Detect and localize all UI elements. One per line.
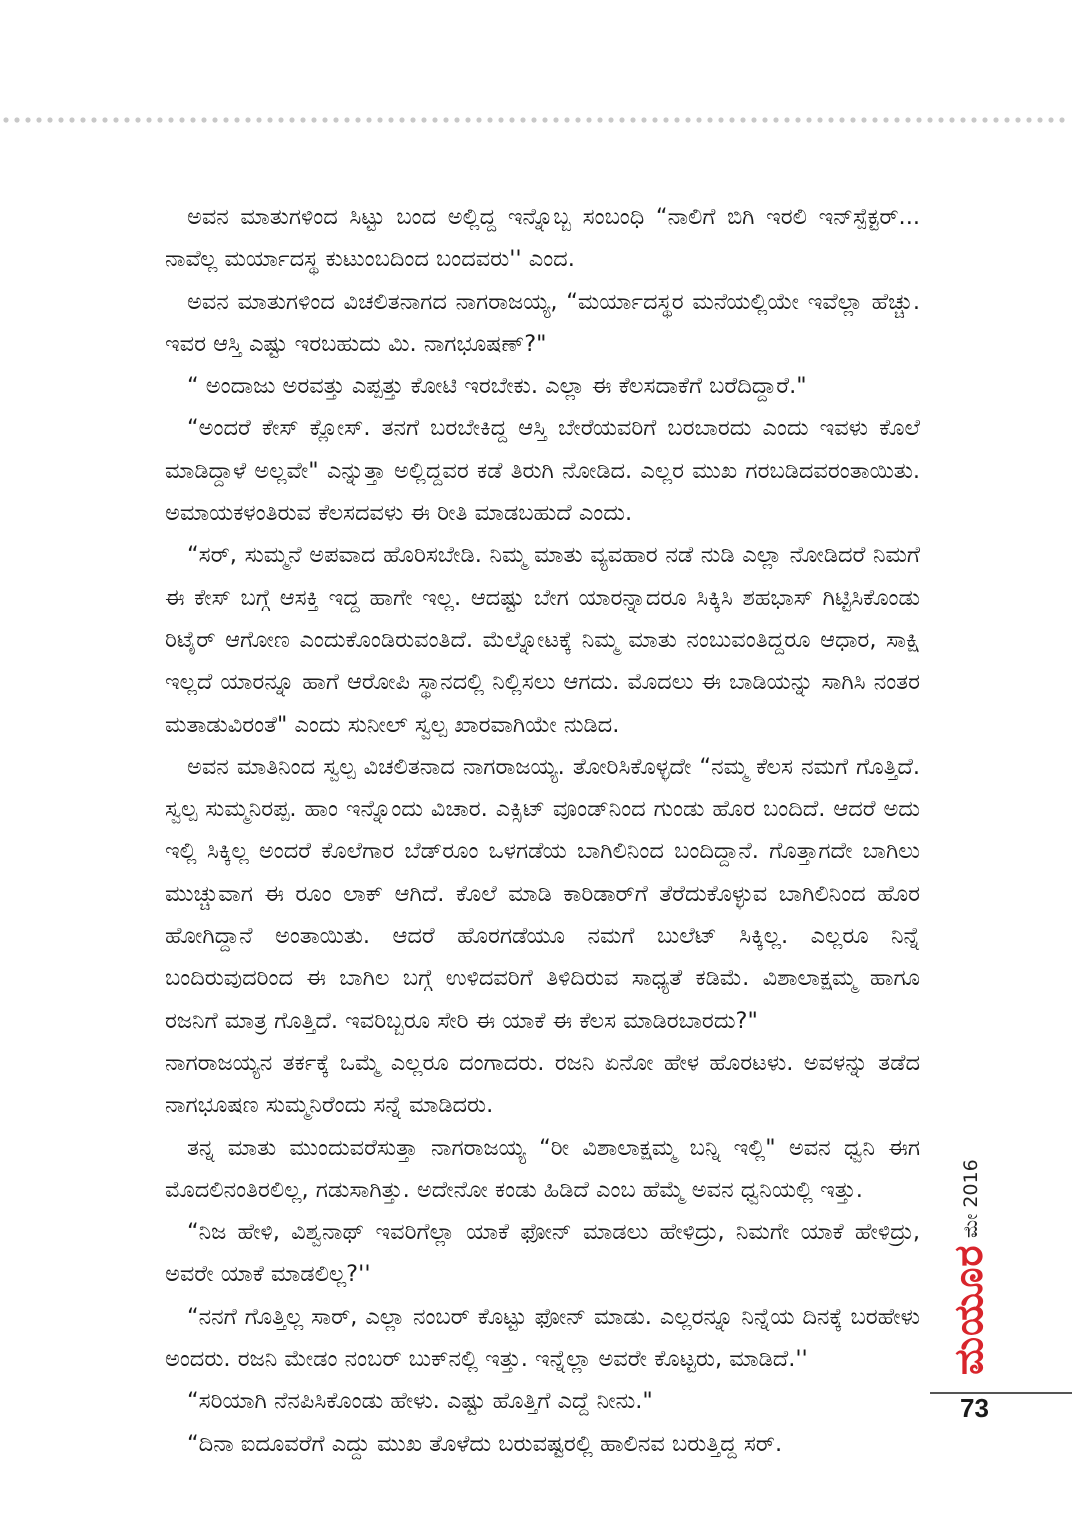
paragraph: ತನ್ನ ಮಾತು ಮುಂದುವರೆಸುತ್ತಾ ನಾಗರಾಜಯ್ಯ “ರೀ ವಿಶಾಲಾಕ್ಷಮ್ಮ ಬನ್ನಿ ಇಲ್ಲಿ" ಅವನ ಧ್ವನಿ ಈಗ ಮೊದಲಿನಂತಿರಲಿಲ್ಲ, ಗಡುಸಾಗಿತ್ತು. ಅದೇನೋ ಕಂಡು ಹಿಡಿದೆ ಎಂಬ ಹೆಮ್ಮೆ ಅವನ ಧ್ವನಿಯಲ್ಲಿ ಇತ್ತು. — [165, 1134, 920, 1203]
paragraph: “ಸರಿಯಾಗಿ ನೆನಪಿಸಿಕೊಂಡು ಹೇಳು. ಎಷ್ಟು ಹೊತ್ತಿಗೆ ಎದ್ದೆ ನೀನು." — [187, 1388, 653, 1415]
page-number-rule — [930, 1392, 1072, 1394]
page-number: 73 — [960, 1393, 989, 1423]
article-body — [165, 196, 920, 1465]
paragraph: “ನಿಜ ಹೇಳಿ, ವಿಶ್ವನಾಥ್ ಇವರಿಗೆಲ್ಲಾ ಯಾಕೆ ಫೋನ್ ಮಾಡಲು ಹೇಳಿದ್ರು, ನಿಮಗೇ ಯಾಕೆ ಹೇಳಿದ್ರು, ಅವರೇ ಯಾಕೆ ಮಾಡಲಿಲ್ಲ?'' — [165, 1219, 920, 1288]
paragraph: ಅವನ ಮಾತಿನಿಂದ ಸ್ವಲ್ಪ ವಿಚಲಿತನಾದ ನಾಗರಾಜಯ್ಯ. ತೋರಿಸಿಕೊಳ್ಳದೇ “ನಮ್ಮ ಕೆಲಸ ನಮಗೆ ಗೊತ್ತಿದೆ. ಸ್ವಲ್ಪ ಸುಮ್ಮನಿರಪ್ಪ. ಹಾಂ ಇನ್ನೊಂದು ವಿಚಾರ. ಎಕ್ಸಿಟ್ ವೂಂಡ್‌ನಿಂದ ಗುಂಡು ಹೊರ ಬಂದಿದೆ. ಆದರೆ ಅದು ಇಲ್ಲಿ ಸಿಕ್ಕಿಲ್ಲ ಅಂದರೆ ಕೊಲೆಗಾರ ಬೆಡ್‌ರೂಂ ಒಳಗಡೆಯ ಬಾಗಿಲಿನಿಂದ ಬಂದಿದ್ದಾನೆ. ಗೊತ್ತಾಗದೇ ಬಾಗಿಲು ಮುಚ್ಚುವಾಗ ಈ ರೂಂ ಲಾಕ್ ಆಗಿದೆ. ಕೊಲೆ ಮಾಡಿ ಕಾರಿಡಾರ್‌ಗೆ ತೆರೆದುಕೊಳ್ಳುವ ಬಾಗಿಲಿನಿಂದ ಹೊರ ಹೋಗಿದ್ದಾನೆ ಅಂತಾಯಿತು. ಆದರೆ ಹೊರಗಡೆಯೂ ನಮಗೆ ಬುಲೆಟ್ ಸಿಕ್ಕಿಲ್ಲ. ಎಲ್ಲರೂ ನಿನ್ನೆ ಬಂದಿರುವುದರಿಂದ ಈ ಬಾಗಿಲ ಬಗ್ಗೆ ಉಳಿದವರಿಗೆ ತಿಳಿದಿರುವ ಸಾಧ್ಯತೆ ಕಡಿಮೆ. ವಿಶಾಲಾಕ್ಷಮ್ಮ ಹಾಗೂ ರಜನಿಗೆ ಮಾತ್ರ ಗೊತ್ತಿದೆ. ಇವರಿಬ್ಬರೂ ಸೇರಿ ಈ ಯಾಕೆ ಈ ಕೆಲಸ ಮಾಡಿರಬಾರದು?" — [165, 753, 920, 1034]
paragraph: ನಾಗರಾಜಯ್ಯನ ತರ್ಕಕ್ಕೆ ಒಮ್ಮೆ ಎಲ್ಲರೂ ದಂಗಾದರು. ರಜನಿ ಏನೋ ಹೇಳ ಹೊರಟಳು. ಅವಳನ್ನು ತಡೆದ ನಾಗಭೂಷಣ ಸುಮ್ಮನಿರೆಂದು ಸನ್ನೆ ಮಾಡಿದರು. — [165, 1049, 920, 1119]
paragraph: “ಅಂದರೆ ಕೇಸ್ ಕ್ಲೋಸ್. ತನಗೆ ಬರಬೇಕಿದ್ದ ಆಸ್ತಿ ಬೇರೆಯವರಿಗೆ ಬರಬಾರದು ಎಂದು ಇವಳು ಕೊಲೆ ಮಾಡಿದ್ದಾಳೆ ಅಲ್ಲವೇ" ಎನ್ನುತ್ತಾ ಅಲ್ಲಿದ್ದವರ ಕಡೆ ತಿರುಗಿ ನೋಡಿದ. ಎಲ್ಲರ ಮುಖ ಗರಬಡಿದವರಂತಾಯಿತು. ಅಮಾಯಕಳಂತಿರುವ ಕೆಲಸದವಳು ಈ ರೀತಿ ಮಾಡಬಹುದೆ ಎಂದು. — [165, 415, 920, 527]
magazine-logo: ಮಯೂರ — [946, 1244, 992, 1375]
paragraph: ಅವನ ಮಾತುಗಳಿಂದ ವಿಚಲಿತನಾಗದ ನಾಗರಾಜಯ್ಯ, “ಮರ್ಯಾದಸ್ಥರ ಮನೆಯಲ್ಲಿಯೇ ಇವೆಲ್ಲಾ ಹೆಚ್ಚು. ಇವರ ಆಸ್ತಿ ಎಷ್ಟು ಇರಬಹುದು ಮಿ. ನಾಗಭೂಷಣ್?" — [165, 288, 920, 357]
paragraph: ಅವನ ಮಾತುಗಳಿಂದ ಸಿಟ್ಟು ಬಂದ ಅಲ್ಲಿದ್ದ ಇನ್ನೊಬ್ಬ ಸಂಬಂಧಿ “ನಾಲಿಗೆ ಬಿಗಿ ಇರಲಿ ಇನ್‌ಸ್ಪೆಕ್ಟರ್... ನಾವೆಲ್ಲ ಮರ್ಯಾದಸ್ಥ ಕುಟುಂಬದಿಂದ ಬಂದವರು'' ಎಂದ. — [165, 204, 920, 273]
paragraph: “ ಅಂದಾಜು ಅರವತ್ತು ಎಪ್ಪತ್ತು ಕೋಟಿ ಇರಬೇಕು. ಎಲ್ಲಾ ಈ ಕೆಲಸದಾಕೆಗೆ ಬರೆದಿದ್ದಾರೆ." — [187, 373, 807, 400]
dotted-rule — [0, 114, 1072, 126]
paragraph: “ದಿನಾ ಐದೂವರೆಗೆ ಎದ್ದು ಮುಖ ತೊಳೆದು ಬರುವಷ್ಟರಲ್ಲಿ ಹಾಲಿನವ ಬರುತ್ತಿದ್ದ ಸರ್. — [187, 1430, 783, 1457]
paragraph: “ನನಗೆ ಗೊತ್ತಿಲ್ಲ ಸಾರ್, ಎಲ್ಲಾ ನಂಬರ್ ಕೊಟ್ಟು ಫೋನ್ ಮಾಡು. ಎಲ್ಲರನ್ನೂ ನಿನ್ನೆಯ ದಿನಕ್ಕೆ ಬರಹೇಳು ಅಂದರು. ರಜನಿ ಮೇಡಂ ನಂಬರ್ ಬುಕ್‌ನಲ್ಲಿ ಇತ್ತು. ಇನ್ನೆಲ್ಲಾ ಅವರೇ ಕೊಟ್ಟರು, ಮಾಡಿದೆ.'' — [165, 1303, 920, 1373]
paragraph: “ಸರ್, ಸುಮ್ಮನೆ ಅಪವಾದ ಹೊರಿಸಬೇಡಿ. ನಿಮ್ಮ ಮಾತು ವ್ಯವಹಾರ ನಡೆ ನುಡಿ ಎಲ್ಲಾ ನೋಡಿದರೆ ನಿಮಗೆ ಈ ಕೇಸ್ ಬಗ್ಗೆ ಆಸಕ್ತಿ ಇದ್ದ ಹಾಗೇ ಇಲ್ಲ. ಆದಷ್ಟು ಬೇಗ ಯಾರನ್ನಾದರೂ ಸಿಕ್ಕಿಸಿ ಶಹಭಾಸ್ ಗಿಟ್ಟಿಸಿಕೊಂಡು ರಿಟೈರ್ ಆಗೋಣ ಎಂದುಕೊಂಡಿರುವಂತಿದೆ. ಮೆಲ್ನೋಟಕ್ಕೆ ನಿಮ್ಮ ಮಾತು ನಂಬುವಂತಿದ್ದರೂ ಆಧಾರ, ಸಾಕ್ಷಿ ಇಲ್ಲದೆ ಯಾರನ್ನೂ ಹಾಗೆ ಆರೋಪಿ ಸ್ಥಾನದಲ್ಲಿ ನಿಲ್ಲಿಸಲು ಆಗದು. ಮೊದಲು ಈ ಬಾಡಿಯನ್ನು ಸಾಗಿಸಿ ನಂತರ ಮತಾಡುವಿರಂತೆ" ಎಂದು ಸುನೀಲ್ ಸ್ವಲ್ಪ ಖಾರವಾಗಿಯೇ ನುಡಿದ. — [165, 542, 920, 738]
issue-date: ಮೇ 2016 — [960, 1159, 982, 1238]
